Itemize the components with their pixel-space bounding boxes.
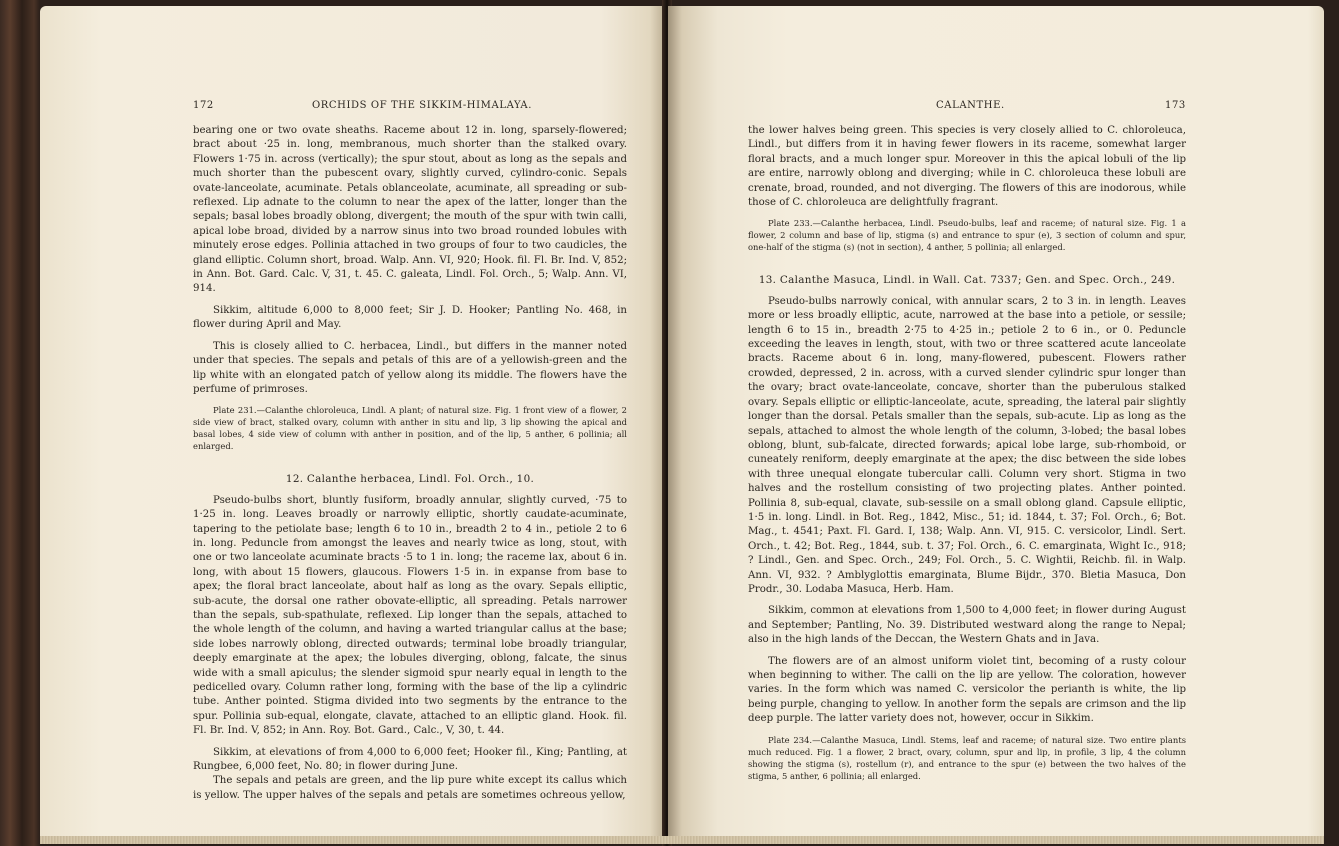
- left-paragraph: bearing one or two ovate sheaths. Raceme about 12 in. long, sparsely-flowered; bract about ·25 in. long, membranous, much shorter than the stalked ovary. Flowers 1·75 in. across (vertically); the spur stout, about as long as the sepals and much shorter than the pubescent ovary, slightly curved, cylindro-conic. Sepals ovate-lanceolate, acuminate. Petals oblanceolate, acuminate, all spreading or sub-reflexed. Lip adnate to the column to near the apex of the latter, longer than the sepals; basal lobes broadly oblong, divergent; the mouth of the spur with twin calli, apical lobe broad, divided by a narrow sinus into two broad rounded lobules with minutely erose edges. Pollinia attached in two groups of four to two caudicles, the gland elliptic. Column short, broad. Walp. Ann. VI, 920; Hook. fil. Fl. Br. Ind. V, 852; in Ann. Bot. Gard. Calc. V, 31, t. 45. C. galeata, Lindl. Fol. Orch., 5; Walp. Ann. VI, 914.: [193, 125, 627, 295]
- right-plate-caption: Plate 234.—Calanthe Masuca, Lindl. Stems, leaf and raceme; of natural size. Two entire plants much reduced. Fig. 1 a flower, 2 bract, ovary, column, spur and lip, in profile, 3 lip, 4 the column showing the stigma (s), rostellum (r), and entrance to the spur (e) between the two halves of the stigma, 5 anther, 6 pollinia; all enlarged.: [748, 734, 1186, 781]
- right-page-body: [748, 124, 1186, 782]
- right-paragraph: The flowers are of an almost uniform violet tint, becoming of a rusty colour when beginning to wither. The calli on the lip are yellow. The coloration, however varies. In the form which was named C. versicolor the perianth is white, the lip being purple, changing to yellow. In another form the sepals are crimson and the lip deep purple. The latter variety does not, however, occur in Sikkim.: [748, 655, 1186, 725]
- right-paragraph: Pseudo-bulbs narrowly conical, with annular scars, 2 to 3 in. in length. Leaves more or less broadly elliptic, acute, narrowed at the base into a petiole, or sessile; length 6 to 15 in., breadth 2·75 to 4·25 in.; petiole 2 to 6 in., or 0. Peduncle exceeding the leaves in length, stout, with two or three scattered acute lanceolate bracts. Raceme about 6 in. long, many-flowered, pubescent. Flowers rather crowded, depressed, 2 in. across, with a curved slender cylindric spur longer than the ovary; bract ovate-lanceolate, concave, shorter than the puberulous stalked ovary. Sepals elliptic or elliptic-lanceolate, acute, spreading, the lateral pair slightly longer than the dorsal. Petals smaller than the sepals, sub-acute. Lip as long as the sepals, attached to almost the whole length of the column, 3-lobed; the basal lobes oblong, blunt, sub-falcate, directed forwards; apical lobe large, sub-rhomboid, or cuneately reniform, deeply emarginate at the apex; the disc between the side lobes with three unequal elongate tubercular calli. Column very short. Stigma in two halves and the rostellum consisting of two projecting plates. Anther pointed. Pollinia 8, sub-equal, clavate, sub-sessile on a small oblong gland. Capsule elliptic, 1·5 in. long. Lindl. in Bot. Reg., 1842, Misc., 51; id. 1844, t. 37; Fol. Orch., 6; Bot. Mag., t. 4541; Paxt. Fl. Gard. I, 138; Walp. Ann. VI, 915. C. versicolor, Lindl. Sert. Orch., t. 42; Bot. Reg., 1844, sub. t. 37; Fol. Orch., 6. C. emarginata, Wight Ic., 918; ? Lindl., Gen. and Spec. Orch., 249; Fol. Orch., 5. C. Wightii, Reichb. fil. in Walp. Ann. VI, 932. ? Amblyglottis emarginata, Blume Bijdr., 370. Bletia Masuca, Don Prodr., 30. Lodaba Masuca, Herb. Ham.: [748, 295, 1186, 595]
- left-page-body: [193, 124, 627, 803]
- right-page: [668, 6, 1324, 842]
- left-page: [40, 6, 666, 842]
- left-paragraph: The sepals and petals are green, and the lip pure white except its callus which is yellow. The upper halves of the sepals and petals are sometimes ochreous yellow,: [193, 775, 627, 801]
- left-species-heading: 12. Calanthe herbacea, Lindl. Fol. Orch., 10.: [285, 473, 535, 486]
- right-paragraph: the lower halves being green. This species is very closely allied to C. chloroleuca, Lindl., but differs from it in having fewer flowers in its raceme, somewhat larger floral bracts, and a much longer spur. Moreover in this the apical lobuli of the lip are entire, narrowly oblong and diverging; while in C. chloroleuca these lobuli are crenate, broad, rounded, and not diverging. The flowers of this are inodorous, while those of C. chloroleuca are delightfully fragrant.: [748, 125, 1186, 209]
- right-running-title: CALANTHE.: [936, 100, 1005, 111]
- right-plate-caption: Plate 233.—Calanthe herbacea, Lindl. Pseudo-bulbs, leaf and raceme; of natural size. Fig. 1 a flower, 2 column and base of lip, stigma (s) and entrance to spur (e), 3 section of column and spur, one-half of the stigma (s) (not in section), 4 anther, 5 pollinia; all enlarged.: [748, 218, 1186, 253]
- left-paragraph: Sikkim, at elevations of from 4,000 to 6,000 feet; Hooker fil., King; Pantling, at Rungbee, 6,000 feet, No. 80; in flower during June.: [193, 746, 627, 773]
- left-page-number: 172: [193, 100, 214, 111]
- left-running-title: ORCHIDS OF THE SIKKIM-HIMALAYA.: [312, 100, 533, 111]
- left-paragraph: Pseudo-bulbs short, bluntly fusiform, broadly annular, slightly curved, ·75 to 1·25 in. long. Leaves broadly or narrowly elliptic, shortly caudate-acuminate, tapering to the petiolate base; length 6 to 10 in., breadth 2 to 4 in., petiole 2 to 6 in. long. Peduncle from amongst the leaves and nearly twice as long, stout, with one or two lanceolate acuminate bracts ·5 to 1 in. long; the raceme lax, about 6 in. long, with about 15 flowers, glaucous. Flowers 1·5 in. in expanse from base to apex; the floral bract lanceolate, about half as long as the ovary. Sepals elliptic, sub-acute, the dorsal one rather obovate-elliptic, all spreading. Petals narrower than the sepals, sub-spathulate, reflexed. Lip longer than the sepals, attached to the whole length of the column, and having a warted triangular callus at the base; side lobes narrowly oblong, directed outwards; terminal lobe broadly triangular, deeply emarginate at the apex; the lobules diverging, oblong, falcate, the sinus wide with a small apiculus; the slender sigmoid spur nearly equal in length to the pedicelled ovary. Column rather long, forming with the base of the lip a cylindric tube. Anther pointed. Stigma divided into two segments by the entrance to the spur. Pollinia sub-equal, elongate, clavate, attached to an elliptic gland. Hook. fil. Fl. Br. Ind. V, 852; in Ann. Roy. Bot. Gard., Calc., V, 30, t. 44.: [193, 494, 627, 737]
- right-page-number: 173: [1165, 100, 1186, 111]
- right-paragraph: Sikkim, common at elevations from 1,500 to 4,000 feet; in flower during August and September; Pantling, No. 39. Distributed westward along the range to Nepal; also in the high lands of the Deccan, the Western Ghats and in Java.: [748, 605, 1186, 646]
- left-plate-caption: Plate 231.—Calanthe chloroleuca, Lindl. A plant; of natural size. Fig. 1 front view of a flower, 2 side view of bract, stalked ovary, column with anther in situ and lip, 3 lip showing the apical and basal lobes, 4 side view of column with anther in position, and of the lip, 5 anther, 6 pollinia; all enlarged.: [193, 405, 627, 452]
- left-paragraph: Sikkim, altitude 6,000 to 8,000 feet; Sir J. D. Hooker; Pantling No. 468, in flower during April and May.: [193, 304, 627, 331]
- page-edges: [40, 836, 1324, 844]
- left-paragraph: This is closely allied to C. herbacea, Lindl., but differs in the manner noted under that species. The sepals and petals of this are of a yellowish-green and the lip white with an elongated patch of yellow along its middle. The flowers have the perfume of primroses.: [193, 340, 627, 395]
- right-species-heading: 13. Calanthe Masuca, Lindl. in Wall. Cat. 7337; Gen. and Spec. Orch., 249.: [758, 274, 1176, 287]
